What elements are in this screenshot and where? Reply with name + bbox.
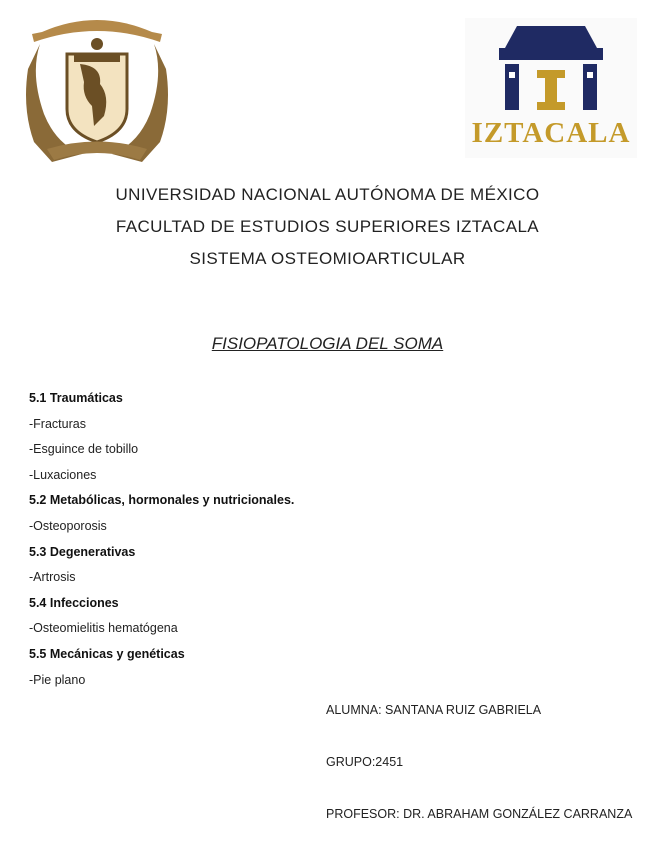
- outline-heading: 5.2 Metabólicas, hormonales y nutricionales.: [29, 493, 295, 508]
- outline-heading: 5.3 Degenerativas: [29, 544, 136, 559]
- professor-name: PROFESOR: DR. ABRAHAM GONZÁLEZ CARRANZA: [326, 807, 633, 821]
- outline-heading: 5.5 Mecánicas y genéticas: [29, 646, 185, 661]
- student-name: ALUMNA: SANTANA RUIZ GABRIELA: [326, 703, 542, 717]
- group-number: GRUPO:2451: [326, 755, 404, 769]
- outline-heading: 5.1 Traumáticas: [29, 391, 123, 405]
- faculty-name: FACULTAD DE ESTUDIOS SUPERIORES IZTACALA: [115, 217, 540, 236]
- iztacala-logo: [465, 18, 637, 158]
- unam-seal-logo: [22, 14, 172, 166]
- university-name: UNIVERSIDAD NACIONAL AUTÓNOMA DE MÉXICO: [115, 185, 540, 204]
- document-title: FISIOPATOLOGIA DEL SOMA: [211, 334, 444, 353]
- outline-item: -Osteoporosis: [29, 518, 107, 533]
- iztacala-wordmark: IZTACALA: [471, 117, 631, 149]
- outline-item: -Fracturas: [29, 416, 86, 431]
- course-name: SISTEMA OSTEOMIOARTICULAR: [189, 249, 466, 268]
- topic-outline: [29, 388, 449, 695]
- iztacala-emblem-icon: [465, 18, 637, 118]
- outline-item: -Osteomielitis hematógena: [29, 621, 178, 636]
- outline-item: -Pie plano: [29, 672, 86, 687]
- outline-heading: 5.4 Infecciones: [29, 595, 119, 610]
- outline-item: -Luxaciones: [29, 467, 97, 482]
- outline-item: -Artrosis: [29, 570, 76, 585]
- outline-item: -Esguince de tobillo: [29, 442, 139, 457]
